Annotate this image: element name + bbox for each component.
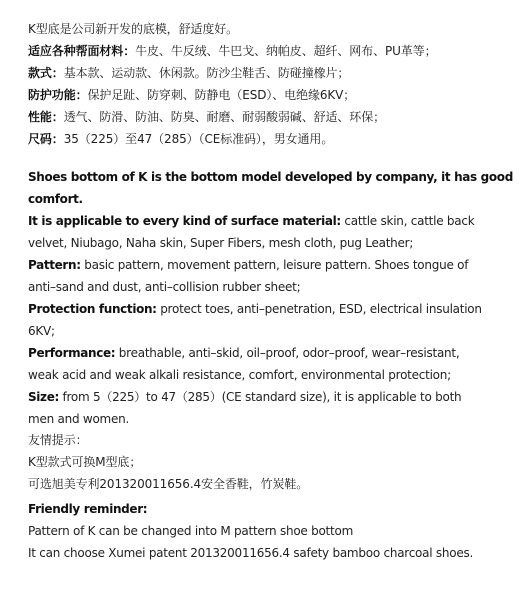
en-protection-text-1: protect toes, anti–penetration, ESD, electrical insulation — [156, 302, 482, 316]
cn-reminder-title: 友情提示： — [28, 433, 88, 447]
cn-materials-row — [28, 40, 498, 62]
cn-reminder-section — [28, 429, 498, 495]
en-reminder-section — [28, 498, 498, 564]
en-size-text-2: men and women. — [28, 412, 130, 426]
en-pattern-row — [28, 254, 498, 276]
en-performance-row — [28, 342, 498, 364]
en-heading-line2: comfort. — [28, 192, 83, 206]
en-protection-label: Protection function: — [28, 302, 157, 316]
cn-protection-label: 防护功能： — [28, 88, 88, 102]
cn-size-text: 35（225）至47（285）（CE标准码），男女通用。 — [63, 132, 334, 146]
cn-protection-text: 保护足趾、防穿刺、防静电（ESD）、电绝缘6KV； — [87, 88, 356, 102]
chinese-spec-section — [28, 18, 498, 150]
en-pattern-text-2: anti–sand and dust, anti–collision rubber sheet; — [28, 280, 301, 294]
en-materials-text-2: velvet, Niubago, Naha skin, Super Fibers, mesh cloth, pug Leather; — [28, 236, 414, 250]
en-materials-label: It is applicable to every kind of surface material: — [28, 214, 341, 228]
cn-materials-label: 适应各种帮面材料： — [28, 44, 136, 58]
cn-style-label: 款式： — [28, 66, 64, 80]
cn-style-row — [28, 62, 498, 84]
en-reminder-title: Friendly reminder: — [28, 502, 148, 516]
en-size-text-1: from 5（225）to 47（285）(CE standard size), it is applicable to both — [58, 390, 462, 404]
cn-style-text: 基本款、运动款、休闲款。防沙尘鞋舌、防碰撞橡片； — [63, 66, 350, 80]
en-performance-text-2: weak acid and weak alkali resistance, comfort, environmental protection; — [28, 368, 451, 382]
en-protection-text-2: 6KV; — [28, 324, 55, 338]
cn-materials-text: 牛皮、牛反绒、牛巴戈、纳帕皮、超纤、网布、PU革等； — [135, 44, 437, 58]
en-size-label: Size: — [28, 390, 59, 404]
cn-performance-text: 透气、防滑、防油、防臭、耐磨、耐弱酸弱碱、舒适、环保； — [63, 110, 386, 124]
cn-reminder-line2: 可选旭美专利201320011656.4安全香鞋，竹炭鞋。 — [28, 477, 309, 491]
en-reminder-line2: It can choose Xumei patent 201320011656.4 safety bamboo charcoal shoes. — [28, 546, 474, 560]
en-protection-row — [28, 298, 498, 320]
en-performance-label: Performance: — [28, 346, 116, 360]
english-spec-section — [28, 166, 513, 430]
cn-intro: K型底是公司新开发的底模，舒适度好。 — [28, 22, 239, 36]
cn-protection-row — [28, 84, 498, 106]
cn-size-label: 尺码： — [28, 132, 64, 146]
cn-reminder-line1: K型款式可换M型底； — [28, 455, 142, 469]
en-pattern-label: Pattern: — [28, 258, 81, 272]
en-pattern-text-1: basic pattern, movement pattern, leisure pattern. Shoes tongue of — [80, 258, 469, 272]
en-size-row — [28, 386, 498, 408]
en-materials-text-1: cattle skin, cattle back — [340, 214, 475, 228]
cn-performance-row — [28, 106, 498, 128]
cn-performance-label: 性能： — [28, 110, 64, 124]
en-reminder-line1: Pattern of K can be changed into M pattern shoe bottom — [28, 524, 354, 538]
cn-size-row — [28, 128, 498, 150]
en-materials-row — [28, 210, 498, 232]
en-heading-line1: Shoes bottom of K is the bottom model developed by company, it has good — [28, 170, 513, 184]
en-performance-text-1: breathable, anti–skid, oil–proof, odor–proof, wear–resistant, — [115, 346, 460, 360]
